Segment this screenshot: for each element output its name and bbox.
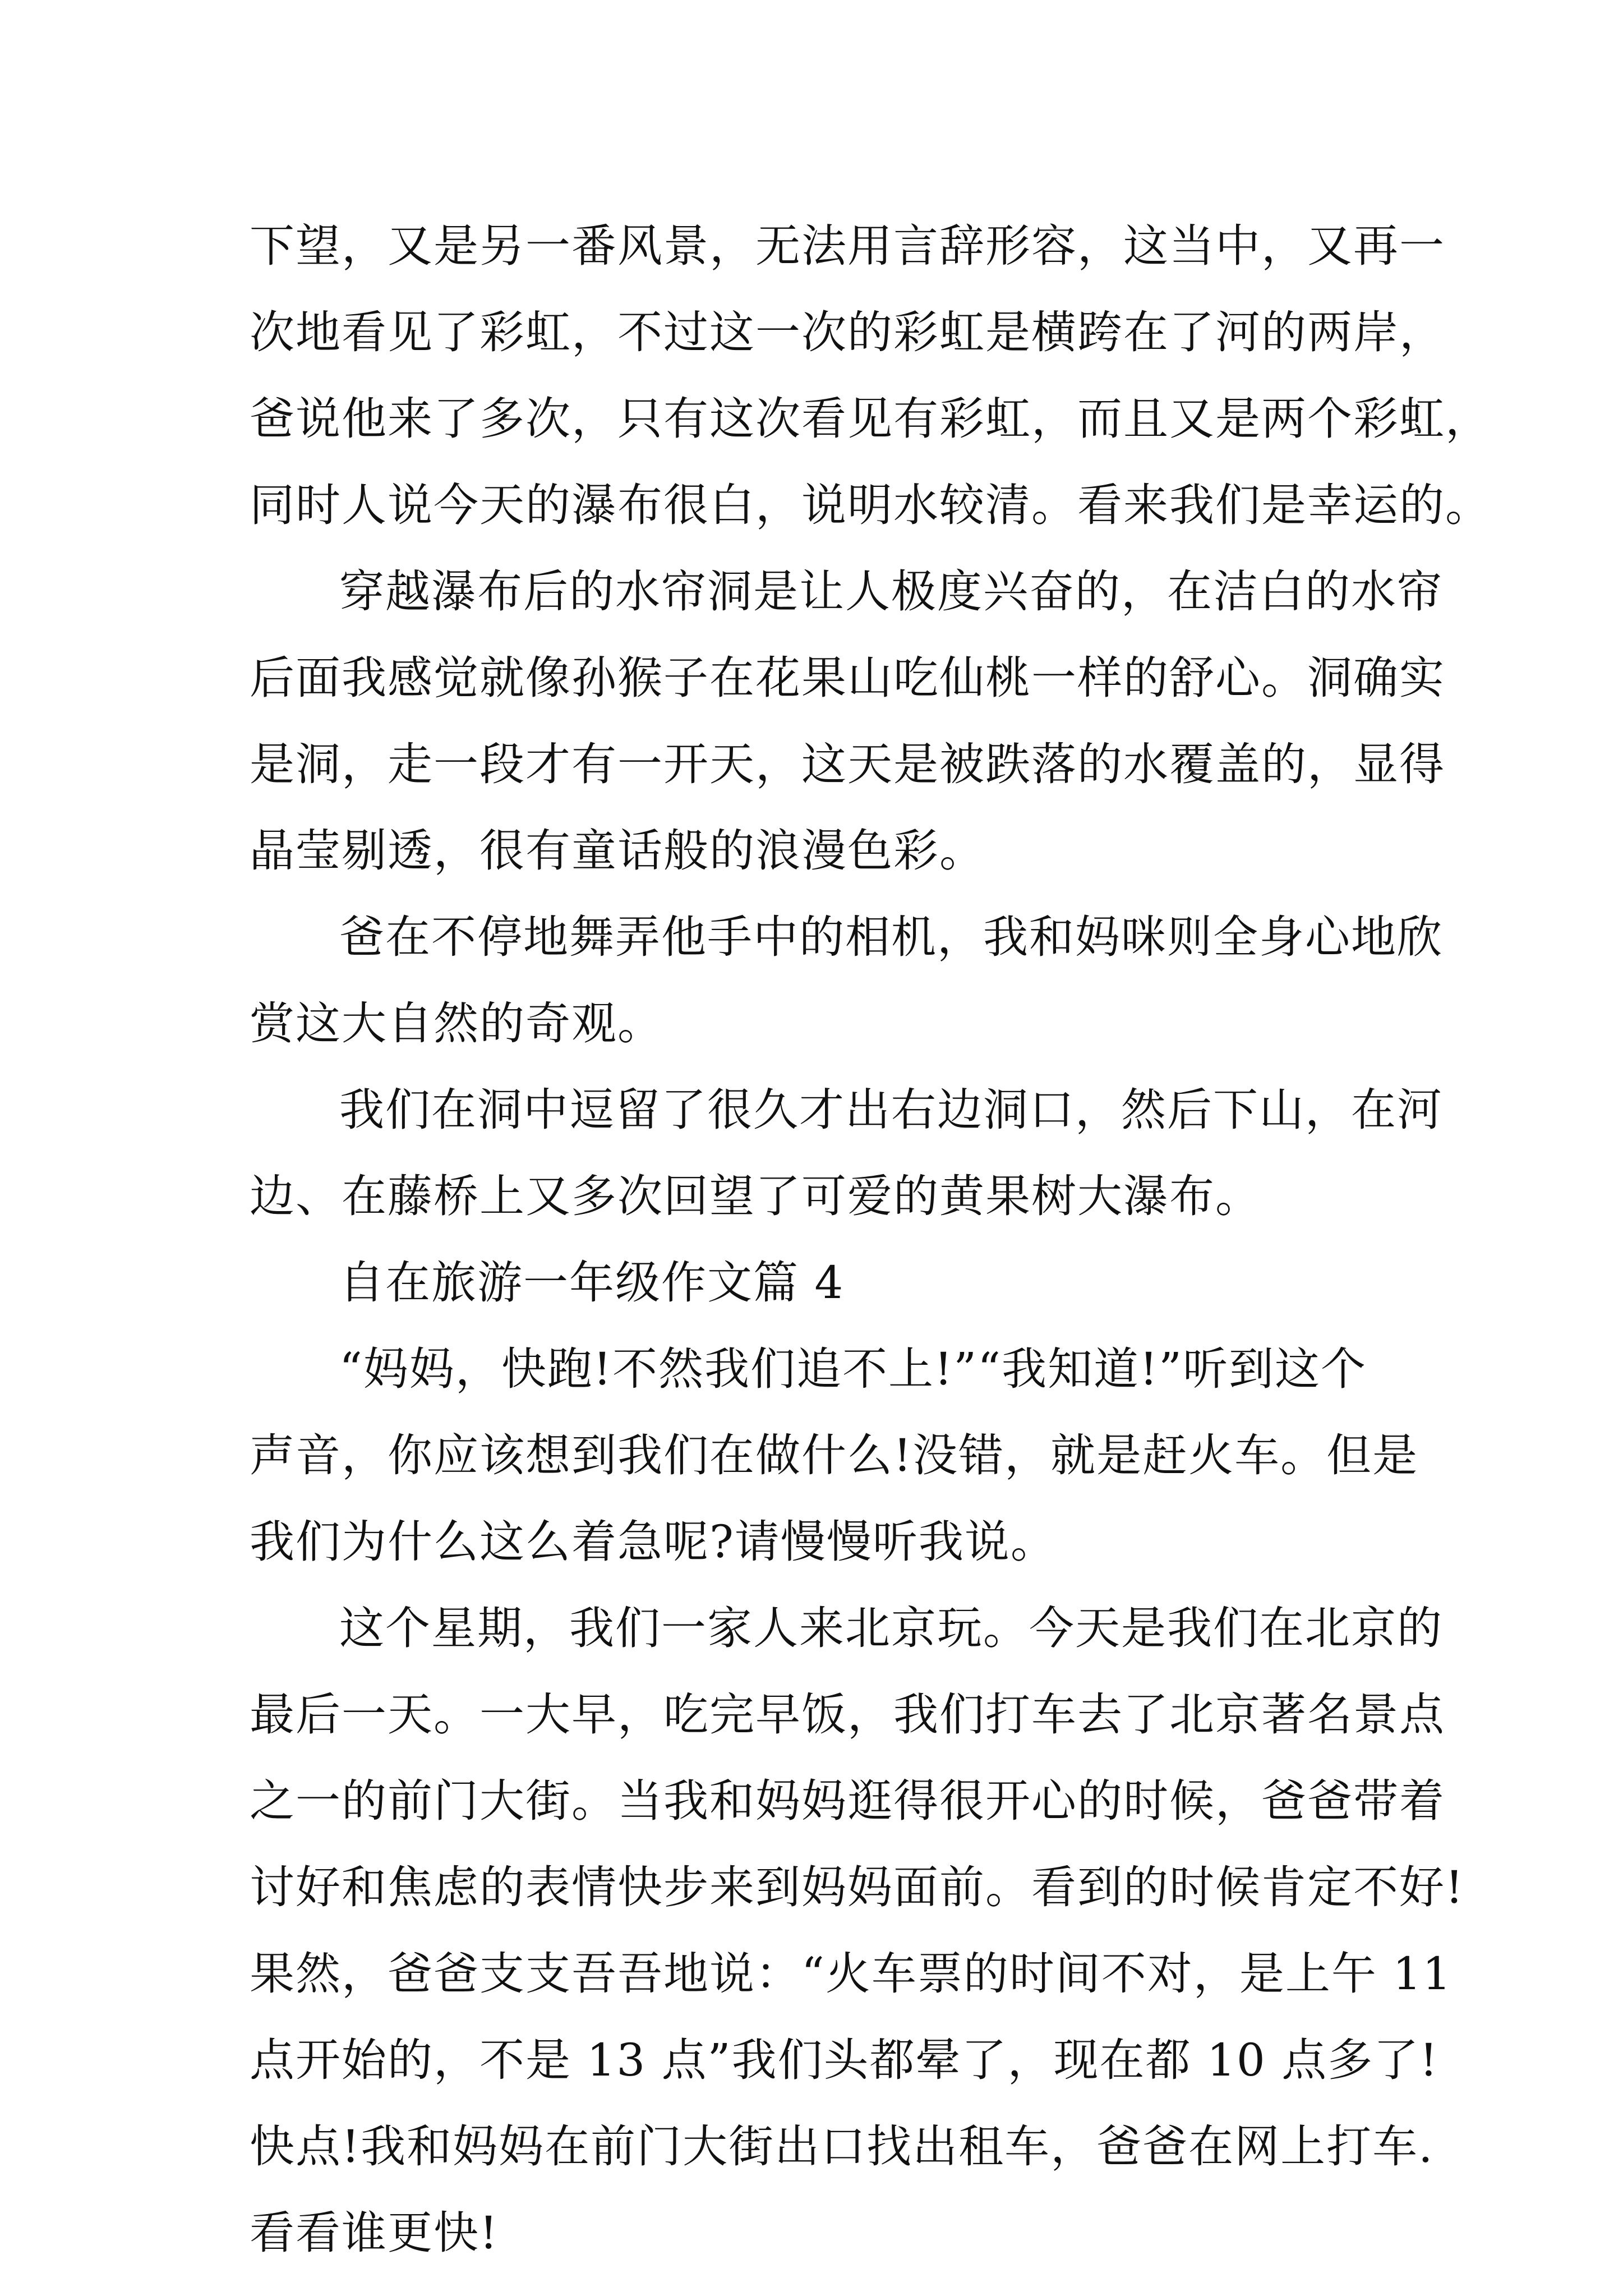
paragraph-first-line: 爸在不停地舞弄他手中的相机，我和妈咪则全身心地欣 [339, 911, 1443, 963]
text-line: 快点!我和妈妈在前门大街出口找出租车，爸爸在网上打车. [250, 2120, 1434, 2173]
text-line: 同时人说今天的瀑布很白，说明水较清。看来我们是幸运的。 [250, 479, 1491, 531]
text-line: 爸说他来了多次，只有这次看见有彩虹，而且又是两个彩虹， [250, 393, 1491, 445]
text-line: 之一的前门大街。当我和妈妈逛得很开心的时候，爸爸带着 [250, 1775, 1445, 1827]
text-line: 看看谁更快! [250, 2207, 499, 2259]
text-line: 次地看见了彩虹，不过这一次的彩虹是横跨在了河的两岸， [250, 306, 1445, 358]
text-line: 是洞，走一段才有一开天，这天是被跌落的水覆盖的，显得 [250, 738, 1445, 790]
text-line: 边、在藤桥上又多次回望了可爱的黄果树大瀑布。 [250, 1170, 1261, 1222]
text-line: 赏这大自然的奇观。 [250, 997, 663, 1050]
paragraph-first-line: “妈妈，快跑!不然我们追不上!”“我知道!”听到这个 [339, 1343, 1367, 1395]
paragraph-first-line: 这个星期，我们一家人来北京玩。今天是我们在北京的 [339, 1602, 1443, 1654]
section-heading: 自在旅游一年级作文篇 4 [339, 1257, 845, 1309]
text-line: 声音，你应该想到我们在做什么!没错，就是赶火车。但是 [250, 1429, 1419, 1481]
essay-body [250, 203, 1491, 2276]
paragraph-first-line: 穿越瀑布后的水帘洞是让人极度兴奋的，在洁白的水帘 [339, 565, 1443, 618]
paragraph-first-line: 我们在洞中逗留了很久才出右边洞口，然后下山，在河 [339, 1084, 1443, 1136]
text-line: 讨好和焦虑的表情快步来到妈妈面前。看到的时候肯定不好! [250, 1861, 1465, 1913]
text-line: 果然，爸爸支支吾吾地说：“火车票的时间不对，是上午 11 [250, 1948, 1453, 2000]
text-line: 点开始的，不是 13 点”我们头都晕了，现在都 10 点多了! [250, 2034, 1439, 2086]
text-line: 最后一天。一大早，吃完早饭，我们打车去了北京著名景点 [250, 1688, 1445, 1741]
text-line: 后面我感觉就像孙猴子在花果山吃仙桃一样的舒心。洞确实 [250, 652, 1445, 704]
text-line: 晶莹剔透，很有童话般的浪漫色彩。 [250, 825, 985, 877]
text-line: 下望，又是另一番风景，无法用言辞形容，这当中，又再一 [250, 220, 1445, 272]
text-line: 我们为什么这么着急呢?请慢慢听我说。 [250, 1516, 1057, 1568]
